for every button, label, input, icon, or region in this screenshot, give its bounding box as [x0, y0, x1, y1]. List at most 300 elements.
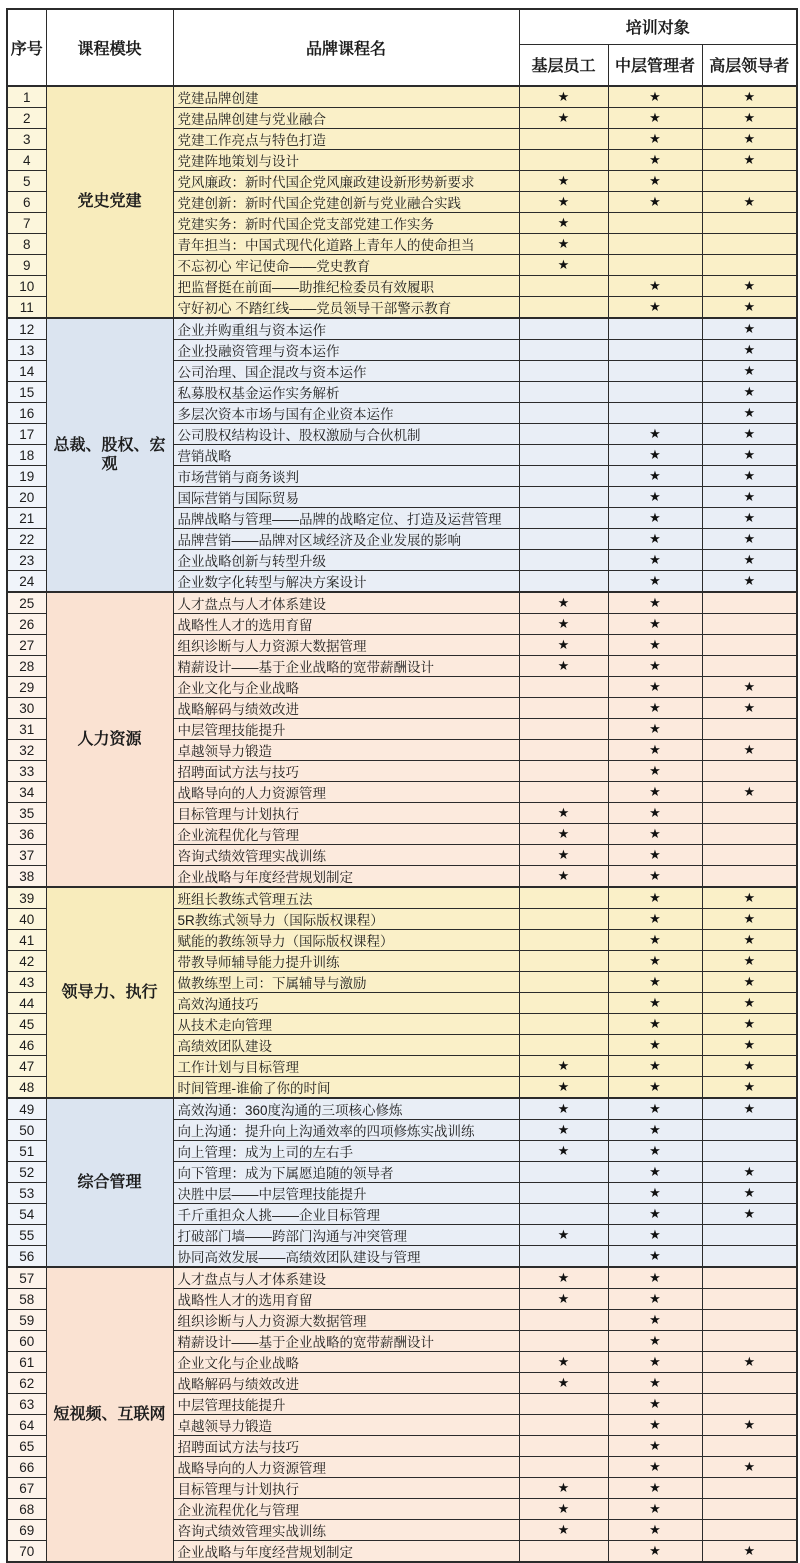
row-number-cell: 34 — [7, 782, 46, 803]
star-icon: ★ — [608, 171, 702, 192]
star-icon: ★ — [519, 866, 608, 888]
star-icon: ★ — [702, 1183, 797, 1204]
course-name-cell: 企业文化与企业战略 — [173, 677, 519, 698]
empty-star-cell — [519, 1014, 608, 1035]
empty-star-cell — [519, 1183, 608, 1204]
row-number-cell: 70 — [7, 1541, 46, 1563]
row-number-cell: 11 — [7, 297, 46, 319]
header-serial: 序号 — [7, 9, 46, 86]
empty-star-cell — [519, 508, 608, 529]
course-name-cell: 守好初心 不踏红线——党员领导干部警示教育 — [173, 297, 519, 319]
star-icon: ★ — [608, 487, 702, 508]
empty-star-cell — [702, 1225, 797, 1246]
star-icon: ★ — [519, 1120, 608, 1141]
star-icon: ★ — [608, 592, 702, 614]
star-icon: ★ — [519, 255, 608, 276]
course-name-cell: 目标管理与计划执行 — [173, 1478, 519, 1499]
star-icon: ★ — [608, 1035, 702, 1056]
star-icon: ★ — [608, 1436, 702, 1457]
star-icon: ★ — [519, 234, 608, 255]
star-icon: ★ — [608, 1056, 702, 1077]
course-name-cell: 咨询式绩效管理实战训练 — [173, 1520, 519, 1541]
star-icon: ★ — [519, 108, 608, 129]
star-icon: ★ — [608, 930, 702, 951]
row-number-cell: 4 — [7, 150, 46, 171]
course-name-cell: 招聘面试方法与技巧 — [173, 761, 519, 782]
row-number-cell: 2 — [7, 108, 46, 129]
row-number-cell: 46 — [7, 1035, 46, 1056]
star-icon: ★ — [519, 213, 608, 234]
course-name-cell: 品牌战略与管理——品牌的战略定位、打造及运营管理 — [173, 508, 519, 529]
star-icon: ★ — [519, 1225, 608, 1246]
row-number-cell: 9 — [7, 255, 46, 276]
row-number-cell: 12 — [7, 318, 46, 340]
star-icon: ★ — [608, 635, 702, 656]
row-number-cell: 61 — [7, 1352, 46, 1373]
star-icon: ★ — [702, 909, 797, 930]
star-icon: ★ — [608, 1520, 702, 1541]
star-icon: ★ — [608, 1141, 702, 1162]
row-number-cell: 18 — [7, 445, 46, 466]
star-icon: ★ — [608, 550, 702, 571]
row-number-cell: 36 — [7, 824, 46, 845]
empty-star-cell — [702, 761, 797, 782]
row-number-cell: 14 — [7, 361, 46, 382]
empty-star-cell — [519, 424, 608, 445]
empty-star-cell — [519, 403, 608, 424]
course-name-cell: 组织诊断与人力资源大数据管理 — [173, 635, 519, 656]
course-table-body — [7, 86, 797, 1562]
empty-star-cell — [702, 255, 797, 276]
row-number-cell: 15 — [7, 382, 46, 403]
empty-star-cell — [702, 824, 797, 845]
course-name-cell: 党建品牌创建 — [173, 86, 519, 108]
star-icon: ★ — [608, 445, 702, 466]
star-icon: ★ — [608, 782, 702, 803]
empty-star-cell — [519, 1394, 608, 1415]
star-icon: ★ — [608, 571, 702, 593]
course-name-cell: 不忘初心 牢记使命——党史教育 — [173, 255, 519, 276]
star-icon: ★ — [608, 698, 702, 719]
empty-star-cell — [608, 403, 702, 424]
star-icon: ★ — [608, 297, 702, 319]
star-icon: ★ — [519, 592, 608, 614]
star-icon: ★ — [702, 424, 797, 445]
empty-star-cell — [519, 930, 608, 951]
star-icon: ★ — [702, 445, 797, 466]
star-icon: ★ — [702, 1541, 797, 1563]
row-number-cell: 13 — [7, 340, 46, 361]
empty-star-cell — [702, 1373, 797, 1394]
row-number-cell: 10 — [7, 276, 46, 297]
star-icon: ★ — [608, 656, 702, 677]
star-icon: ★ — [702, 972, 797, 993]
empty-star-cell — [702, 171, 797, 192]
star-icon: ★ — [519, 824, 608, 845]
star-icon: ★ — [519, 1373, 608, 1394]
empty-star-cell — [519, 297, 608, 319]
star-icon: ★ — [702, 108, 797, 129]
row-number-cell: 17 — [7, 424, 46, 445]
row-number-cell: 28 — [7, 656, 46, 677]
row-number-cell: 57 — [7, 1267, 46, 1289]
empty-star-cell — [519, 1162, 608, 1183]
row-number-cell: 54 — [7, 1204, 46, 1225]
row-number-cell: 19 — [7, 466, 46, 487]
row-number-cell: 26 — [7, 614, 46, 635]
table-row — [7, 592, 797, 614]
row-number-cell: 16 — [7, 403, 46, 424]
row-number-cell: 66 — [7, 1457, 46, 1478]
row-number-cell: 20 — [7, 487, 46, 508]
empty-star-cell — [702, 1520, 797, 1541]
row-number-cell: 48 — [7, 1077, 46, 1099]
course-name-cell: 千斤重担众人挑——企业目标管理 — [173, 1204, 519, 1225]
module-cell: 综合管理 — [46, 1098, 173, 1267]
empty-star-cell — [519, 1035, 608, 1056]
row-number-cell: 27 — [7, 635, 46, 656]
star-icon: ★ — [608, 1098, 702, 1120]
row-number-cell: 50 — [7, 1120, 46, 1141]
course-name-cell: 卓越领导力锻造 — [173, 740, 519, 761]
course-name-cell: 组织诊断与人力资源大数据管理 — [173, 1310, 519, 1331]
star-icon: ★ — [519, 656, 608, 677]
star-icon: ★ — [702, 677, 797, 698]
star-icon: ★ — [519, 1478, 608, 1499]
header-audience-group: 培训对象 — [519, 9, 797, 44]
star-icon: ★ — [702, 508, 797, 529]
empty-star-cell — [519, 318, 608, 340]
course-name-cell: 战略性人才的选用育留 — [173, 614, 519, 635]
empty-star-cell — [519, 550, 608, 571]
row-number-cell: 52 — [7, 1162, 46, 1183]
empty-star-cell — [519, 719, 608, 740]
empty-star-cell — [519, 150, 608, 171]
row-number-cell: 69 — [7, 1520, 46, 1541]
empty-star-cell — [608, 361, 702, 382]
star-icon: ★ — [608, 108, 702, 129]
empty-star-cell — [519, 529, 608, 550]
course-name-cell: 精薪设计——基于企业战略的宽带薪酬设计 — [173, 1331, 519, 1352]
course-name-cell: 企业并购重组与资本运作 — [173, 318, 519, 340]
row-number-cell: 35 — [7, 803, 46, 824]
empty-star-cell — [519, 972, 608, 993]
course-name-cell: 企业战略创新与转型升级 — [173, 550, 519, 571]
course-name-cell: 党建实务：新时代国企党支部党建工作实务 — [173, 213, 519, 234]
course-name-cell: 从技术走向管理 — [173, 1014, 519, 1035]
star-icon: ★ — [702, 1457, 797, 1478]
course-name-cell: 高绩效团队建设 — [173, 1035, 519, 1056]
table-row — [7, 887, 797, 909]
star-icon: ★ — [702, 550, 797, 571]
course-name-cell: 企业文化与企业战略 — [173, 1352, 519, 1373]
module-cell: 人力资源 — [46, 592, 173, 887]
row-number-cell: 29 — [7, 677, 46, 698]
star-icon: ★ — [702, 1415, 797, 1436]
row-number-cell: 25 — [7, 592, 46, 614]
course-name-cell: 企业数字化转型与解决方案设计 — [173, 571, 519, 593]
row-number-cell: 60 — [7, 1331, 46, 1352]
star-icon: ★ — [608, 1120, 702, 1141]
empty-star-cell — [702, 1394, 797, 1415]
course-name-cell: 党建创新：新时代国企党建创新与党业融合实践 — [173, 192, 519, 213]
star-icon: ★ — [702, 192, 797, 213]
course-name-cell: 品牌营销——品牌对区域经济及企业发展的影响 — [173, 529, 519, 550]
row-number-cell: 49 — [7, 1098, 46, 1120]
star-icon: ★ — [608, 824, 702, 845]
course-name-cell: 企业流程优化与管理 — [173, 824, 519, 845]
course-name-cell: 中层管理技能提升 — [173, 1394, 519, 1415]
empty-star-cell — [702, 614, 797, 635]
star-icon: ★ — [608, 1541, 702, 1563]
empty-star-cell — [702, 1436, 797, 1457]
empty-star-cell — [519, 740, 608, 761]
star-icon: ★ — [702, 529, 797, 550]
empty-star-cell — [519, 951, 608, 972]
course-name-cell: 党建品牌创建与党业融合 — [173, 108, 519, 129]
table-header — [7, 9, 797, 86]
empty-star-cell — [519, 909, 608, 930]
star-icon: ★ — [702, 782, 797, 803]
star-icon: ★ — [608, 909, 702, 930]
row-number-cell: 43 — [7, 972, 46, 993]
empty-star-cell — [519, 340, 608, 361]
empty-star-cell — [519, 698, 608, 719]
empty-star-cell — [519, 361, 608, 382]
course-name-cell: 带教导师辅导能力提升训练 — [173, 951, 519, 972]
course-name-cell: 营销战略 — [173, 445, 519, 466]
star-icon: ★ — [608, 1478, 702, 1499]
star-icon: ★ — [702, 86, 797, 108]
star-icon: ★ — [702, 1352, 797, 1373]
row-number-cell: 21 — [7, 508, 46, 529]
course-name-cell: 人才盘点与人才体系建设 — [173, 592, 519, 614]
empty-star-cell — [702, 1141, 797, 1162]
star-icon: ★ — [702, 951, 797, 972]
row-number-cell: 55 — [7, 1225, 46, 1246]
course-name-cell: 青年担当：中国式现代化道路上青年人的使命担当 — [173, 234, 519, 255]
header-audience-middle: 中层管理者 — [608, 44, 702, 86]
course-name-cell: 时间管理-谁偷了你的时间 — [173, 1077, 519, 1099]
course-name-cell: 公司股权结构设计、股权激励与合伙机制 — [173, 424, 519, 445]
row-number-cell: 58 — [7, 1289, 46, 1310]
star-icon: ★ — [519, 1289, 608, 1310]
star-icon: ★ — [702, 930, 797, 951]
course-name-cell: 招聘面试方法与技巧 — [173, 1436, 519, 1457]
module-cell: 党史党建 — [46, 86, 173, 318]
header-audience-frontline: 基层员工 — [519, 44, 608, 86]
star-icon: ★ — [608, 1225, 702, 1246]
empty-star-cell — [608, 318, 702, 340]
table-row — [7, 1267, 797, 1289]
empty-star-cell — [702, 635, 797, 656]
course-name-cell: 多层次资本市场与国有企业资本运作 — [173, 403, 519, 424]
row-number-cell: 63 — [7, 1394, 46, 1415]
course-name-cell: 中层管理技能提升 — [173, 719, 519, 740]
empty-star-cell — [519, 993, 608, 1014]
empty-star-cell — [519, 782, 608, 803]
star-icon: ★ — [702, 698, 797, 719]
star-icon: ★ — [608, 1267, 702, 1289]
empty-star-cell — [519, 1457, 608, 1478]
star-icon: ★ — [702, 403, 797, 424]
course-name-cell: 咨询式绩效管理实战训练 — [173, 845, 519, 866]
header-audience-senior: 高层领导者 — [702, 44, 797, 86]
star-icon: ★ — [702, 276, 797, 297]
row-number-cell: 5 — [7, 171, 46, 192]
star-icon: ★ — [702, 382, 797, 403]
star-icon: ★ — [608, 529, 702, 550]
course-name-cell: 工作计划与目标管理 — [173, 1056, 519, 1077]
star-icon: ★ — [608, 614, 702, 635]
row-number-cell: 6 — [7, 192, 46, 213]
row-number-cell: 47 — [7, 1056, 46, 1077]
empty-star-cell — [519, 1541, 608, 1563]
course-name-cell: 协同高效发展——高绩效团队建设与管理 — [173, 1246, 519, 1268]
empty-star-cell — [608, 340, 702, 361]
empty-star-cell — [519, 129, 608, 150]
empty-star-cell — [702, 1289, 797, 1310]
row-number-cell: 51 — [7, 1141, 46, 1162]
course-name-cell: 党建工作亮点与特色打造 — [173, 129, 519, 150]
star-icon: ★ — [519, 1520, 608, 1541]
table-row — [7, 1098, 797, 1120]
course-name-cell: 党建阵地策划与设计 — [173, 150, 519, 171]
empty-star-cell — [702, 1246, 797, 1268]
course-name-cell: 人才盘点与人才体系建设 — [173, 1267, 519, 1289]
star-icon: ★ — [608, 1077, 702, 1099]
star-icon: ★ — [608, 1204, 702, 1225]
empty-star-cell — [519, 571, 608, 593]
course-name-cell: 目标管理与计划执行 — [173, 803, 519, 824]
table-row — [7, 318, 797, 340]
row-number-cell: 31 — [7, 719, 46, 740]
star-icon: ★ — [702, 150, 797, 171]
course-name-cell: 公司治理、国企混改与资本运作 — [173, 361, 519, 382]
star-icon: ★ — [702, 318, 797, 340]
star-icon: ★ — [608, 276, 702, 297]
star-icon: ★ — [608, 1310, 702, 1331]
row-number-cell: 64 — [7, 1415, 46, 1436]
star-icon: ★ — [702, 1056, 797, 1077]
empty-star-cell — [519, 1246, 608, 1268]
course-name-cell: 高效沟通技巧 — [173, 993, 519, 1014]
star-icon: ★ — [702, 1098, 797, 1120]
empty-star-cell — [519, 1415, 608, 1436]
star-icon: ★ — [519, 1056, 608, 1077]
star-icon: ★ — [519, 614, 608, 635]
empty-star-cell — [519, 1204, 608, 1225]
empty-star-cell — [519, 1436, 608, 1457]
course-name-cell: 战略性人才的选用育留 — [173, 1289, 519, 1310]
star-icon: ★ — [608, 993, 702, 1014]
course-name-cell: 做教练型上司：下属辅导与激励 — [173, 972, 519, 993]
course-name-cell: 市场营销与商务谈判 — [173, 466, 519, 487]
star-icon: ★ — [608, 719, 702, 740]
empty-star-cell — [702, 845, 797, 866]
row-number-cell: 37 — [7, 845, 46, 866]
row-number-cell: 22 — [7, 529, 46, 550]
course-name-cell: 班组长教练式管理五法 — [173, 887, 519, 909]
empty-star-cell — [702, 719, 797, 740]
table-row — [7, 86, 797, 108]
course-name-cell: 向下管理：成为下属愿追随的领导者 — [173, 1162, 519, 1183]
star-icon: ★ — [608, 1394, 702, 1415]
star-icon: ★ — [608, 951, 702, 972]
star-icon: ★ — [519, 171, 608, 192]
star-icon: ★ — [608, 1373, 702, 1394]
empty-star-cell — [702, 592, 797, 614]
star-icon: ★ — [608, 1014, 702, 1035]
empty-star-cell — [702, 1310, 797, 1331]
course-name-cell: 战略解码与绩效改进 — [173, 1373, 519, 1394]
star-icon: ★ — [702, 466, 797, 487]
star-icon: ★ — [519, 86, 608, 108]
row-number-cell: 32 — [7, 740, 46, 761]
row-number-cell: 68 — [7, 1499, 46, 1520]
row-number-cell: 33 — [7, 761, 46, 782]
module-cell: 领导力、执行 — [46, 887, 173, 1098]
row-number-cell: 30 — [7, 698, 46, 719]
empty-star-cell — [702, 1499, 797, 1520]
header-module: 课程模块 — [46, 9, 173, 86]
star-icon: ★ — [608, 845, 702, 866]
empty-star-cell — [702, 803, 797, 824]
star-icon: ★ — [608, 1162, 702, 1183]
star-icon: ★ — [608, 129, 702, 150]
star-icon: ★ — [519, 1077, 608, 1099]
row-number-cell: 62 — [7, 1373, 46, 1394]
row-number-cell: 7 — [7, 213, 46, 234]
empty-star-cell — [702, 234, 797, 255]
star-icon: ★ — [702, 1014, 797, 1035]
star-icon: ★ — [519, 1267, 608, 1289]
star-icon: ★ — [608, 1415, 702, 1436]
row-number-cell: 24 — [7, 571, 46, 593]
course-name-cell: 战略导向的人力资源管理 — [173, 782, 519, 803]
course-name-cell: 战略导向的人力资源管理 — [173, 1457, 519, 1478]
course-name-cell: 企业流程优化与管理 — [173, 1499, 519, 1520]
empty-star-cell — [608, 255, 702, 276]
row-number-cell: 23 — [7, 550, 46, 571]
empty-star-cell — [608, 382, 702, 403]
star-icon: ★ — [519, 1499, 608, 1520]
course-name-cell: 赋能的教练领导力（国际版权课程） — [173, 930, 519, 951]
star-icon: ★ — [608, 1289, 702, 1310]
header-course: 品牌课程名 — [173, 9, 519, 86]
course-name-cell: 向上管理：成为上司的左右手 — [173, 1141, 519, 1162]
empty-star-cell — [702, 656, 797, 677]
row-number-cell: 59 — [7, 1310, 46, 1331]
empty-star-cell — [702, 866, 797, 888]
star-icon: ★ — [608, 803, 702, 824]
row-number-cell: 38 — [7, 866, 46, 888]
star-icon: ★ — [608, 677, 702, 698]
empty-star-cell — [702, 1478, 797, 1499]
star-icon: ★ — [702, 571, 797, 593]
star-icon: ★ — [608, 972, 702, 993]
star-icon: ★ — [519, 1098, 608, 1120]
row-number-cell: 8 — [7, 234, 46, 255]
star-icon: ★ — [608, 86, 702, 108]
empty-star-cell — [702, 1267, 797, 1289]
empty-star-cell — [519, 1310, 608, 1331]
star-icon: ★ — [702, 1035, 797, 1056]
empty-star-cell — [519, 382, 608, 403]
star-icon: ★ — [702, 740, 797, 761]
star-icon: ★ — [702, 993, 797, 1014]
empty-star-cell — [519, 677, 608, 698]
